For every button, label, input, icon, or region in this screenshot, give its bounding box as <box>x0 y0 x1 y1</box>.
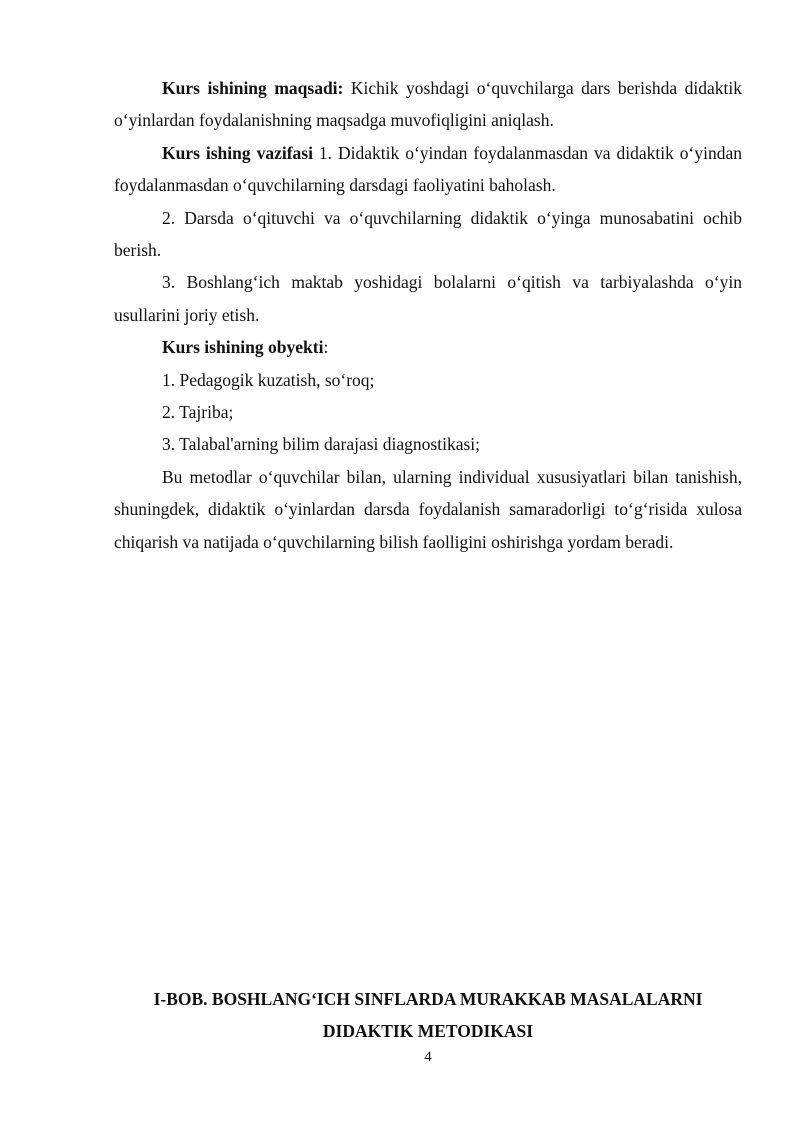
goal-text: Kichik yoshdagi o‘quvchilarga dars berishda didaktik o‘yinlardan foydalanishning maqsadga muvofiqligini aniqlash. <box>114 78 743 131</box>
object-item-text: 1. Pedagogik kuzatish, so‘roq; <box>162 369 375 390</box>
chapter-title-line-1: I-BOB. BOSHLANG‘ICH SINFLARDA MURAKKAB MASALALARNI <box>153 989 703 1009</box>
object-item <box>114 396 742 428</box>
chapter-title-line-2: DIDAKTIK METODIKASI <box>322 1021 534 1041</box>
object-item <box>114 364 742 396</box>
tasks-paragraph <box>114 137 742 202</box>
goal-label: Kurs ishining maqsadi: <box>162 78 344 98</box>
chapter-title <box>114 983 742 1047</box>
task-second-paragraph <box>114 202 742 267</box>
task-third-paragraph <box>114 266 742 331</box>
task-third: 3. Boshlang‘ich maktab yoshidagi bolalarni o‘qitish va tarbiyalashda o‘yin usullarini joriy etish. <box>114 272 742 325</box>
object-item <box>114 428 742 460</box>
task-second: 2. Darsda o‘qituvchi va o‘quvchilarning didaktik o‘yinga munosabatini ochib berish. <box>114 207 742 261</box>
object-item-text: 3. Talabal'arning bilim darajasi diagnostikasi; <box>162 434 480 455</box>
tasks-label: Kurs ishing vazifasi <box>162 142 313 163</box>
task-first: 1. Didaktik o‘yindan foydalanmasdan va didaktik o‘yindan foydalanmasdan o‘quvchilarning darsdagi faoliyatini baholash. <box>114 142 742 196</box>
page-number: 4 <box>424 1049 432 1065</box>
object-item-text: 2. Tajriba; <box>162 402 234 423</box>
goal-paragraph <box>114 72 742 137</box>
conclusion-paragraph <box>114 461 742 558</box>
conclusion-text: Bu metodlar o‘quvchilar bilan, ularning individual xususiyatlari bilan tanishish, shuningdek, didaktik o‘yinlardan darsda foydalanish samaradorligi to‘g‘risida xulosa chiqarish va natijada o‘quvchilarning bilish faolligini oshirishga yordam beradi. <box>114 466 742 552</box>
object-colon: : <box>323 337 329 358</box>
body-text <box>114 72 742 558</box>
object-label: Kurs ishining obyekti <box>162 337 324 358</box>
object-heading <box>114 331 742 363</box>
